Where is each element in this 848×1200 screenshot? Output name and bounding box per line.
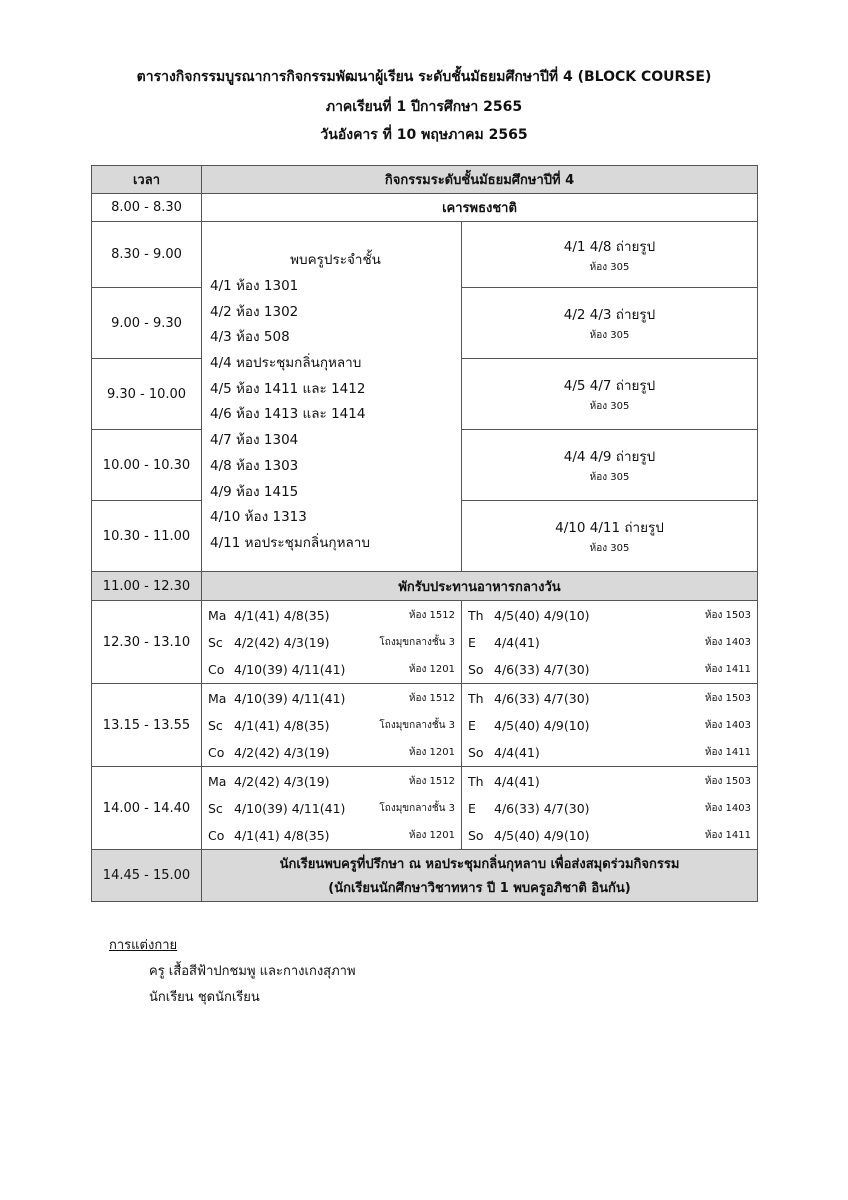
photo-label: 4/4 4/9 ถ่ายรูป	[563, 449, 656, 465]
table-header-row	[92, 166, 758, 194]
subject-code: Co	[208, 744, 225, 760]
photo-time: 9.00 - 9.30	[92, 288, 202, 359]
homeroom-item: 4/8 ห้อง 1303	[210, 457, 299, 474]
subject-room: ห้อง 1403	[704, 636, 751, 648]
photo-time: 9.30 - 10.00	[92, 359, 202, 430]
lunch-time: 11.00 - 12.30	[92, 572, 202, 601]
schedule-table	[91, 165, 758, 902]
subject-groups: 4/10(39) 4/11(41)	[234, 690, 346, 706]
subject-groups: 4/6(33) 4/7(30)	[494, 661, 590, 677]
homeroom-item: 4/1 ห้อง 1301	[210, 278, 299, 294]
subject-code: Sc	[208, 717, 223, 733]
subject-entry	[208, 712, 455, 739]
header-time: เวลา	[92, 166, 202, 194]
subject-room: ห้อง 1512	[408, 609, 455, 621]
subject-room: ห้อง 1411	[704, 829, 751, 841]
subject-entry	[208, 602, 455, 629]
homeroom-item: 4/2 ห้อง 1302	[210, 303, 299, 320]
subject-groups: 4/2(42) 4/3(19)	[234, 744, 330, 760]
photo-label: 4/1 4/8 ถ่ายรูป	[563, 238, 656, 255]
homeroom-item: 4/3 ห้อง 508	[210, 329, 290, 346]
subject-groups: 4/10(39) 4/11(41)	[234, 661, 346, 677]
subject-code: E	[468, 717, 476, 733]
subject-period-row	[92, 601, 758, 684]
subject-room: ห้อง 1512	[408, 775, 455, 787]
subject-code: Co	[208, 827, 225, 843]
subject-groups: 4/1(41) 4/8(35)	[234, 717, 330, 733]
subject-room: ห้อง 1503	[704, 609, 751, 621]
subject-code: Ma	[208, 773, 227, 789]
subject-groups: 4/5(40) 4/9(10)	[494, 827, 590, 843]
subject-entry	[468, 685, 751, 712]
period-time: 14.00 - 14.40	[92, 767, 202, 850]
subject-groups: 4/4(41)	[494, 634, 540, 650]
photo-time: 8.30 - 9.00	[92, 222, 202, 288]
anthem-label: เคารพธงชาติ	[202, 194, 758, 222]
subject-entry	[208, 768, 455, 795]
photo-room: ห้อง 305	[589, 261, 630, 273]
photo-room: ห้อง 305	[589, 401, 630, 412]
subject-groups: 4/5(40) 4/9(10)	[494, 717, 590, 733]
subject-groups: 4/5(40) 4/9(10)	[494, 607, 590, 623]
subject-groups: 4/4(41)	[494, 744, 540, 760]
subject-code: So	[468, 661, 484, 677]
subject-room: ห้อง 1403	[704, 802, 751, 814]
subject-room: ห้อง 1503	[704, 775, 751, 787]
subject-code: So	[468, 827, 484, 843]
period-time: 13.15 - 13.55	[92, 684, 202, 767]
subject-entry	[208, 795, 455, 822]
subject-entry	[468, 822, 751, 849]
homeroom-item: 4/6 ห้อง 1413 และ 1414	[210, 406, 366, 423]
subject-groups: 4/2(42) 4/3(19)	[234, 634, 330, 650]
period-left-cell	[202, 684, 462, 767]
subject-code: Co	[208, 661, 225, 677]
homeroom-item: 4/5 ห้อง 1411 และ 1412	[210, 380, 366, 397]
subject-entry	[468, 795, 751, 822]
subject-groups: 4/6(33) 4/7(30)	[494, 800, 590, 816]
lunch-row	[92, 572, 758, 601]
subject-groups: 4/6(33) 4/7(30)	[494, 690, 590, 706]
homeroom-item: 4/11 หอประชุมกลิ่นกุหลาบ	[210, 534, 370, 551]
period-left-cell	[202, 767, 462, 850]
subject-entry	[208, 685, 455, 712]
period-right-cell	[462, 684, 758, 767]
homeroom-item: 4/9 ห้อง 1415	[210, 483, 299, 500]
subject-groups: 4/2(42) 4/3(19)	[234, 773, 330, 789]
photo-slot	[462, 288, 758, 359]
subject-room: ห้อง 1201	[408, 746, 455, 758]
subject-entry	[208, 656, 455, 683]
subject-room: ห้อง 1201	[408, 829, 455, 841]
subject-groups: 4/10(39) 4/11(41)	[234, 800, 346, 816]
anthem-row	[92, 194, 758, 222]
subject-code: E	[468, 634, 476, 650]
photo-time: 10.30 - 11.00	[92, 501, 202, 572]
subject-entry	[208, 629, 455, 656]
final-line-1: นักเรียนพบครูที่ปรึกษา ณ หอประชุมกลิ่นกุหลาบ เพื่อส่งสมุดร่วมกิจกรรม	[279, 857, 680, 872]
photo-time: 10.00 - 10.30	[92, 430, 202, 501]
subject-entry	[468, 739, 751, 766]
homeroom-item: 4/10 ห้อง 1313	[210, 509, 307, 526]
final-activity	[202, 850, 758, 902]
subject-room: โถงมุขกลางชั้น 3	[379, 636, 455, 648]
subject-code: Ma	[208, 690, 227, 706]
homeroom-cell	[202, 222, 462, 572]
subject-code: Sc	[208, 800, 223, 816]
photo-slot	[462, 501, 758, 572]
heading-line-3: วันอังคาร ที่ 10 พฤษภาคม 2565	[320, 127, 528, 143]
subject-period-row	[92, 767, 758, 850]
homeroom-title: พบครูประจำชั้น	[290, 252, 381, 268]
subject-code: Th	[468, 773, 484, 789]
photo-label: 4/2 4/3 ถ่ายรูป	[563, 307, 656, 323]
lunch-label: พักรับประทานอาหารกลางวัน	[202, 572, 758, 601]
subject-room: ห้อง 1403	[704, 719, 751, 731]
subject-entry	[468, 656, 751, 683]
anthem-time: 8.00 - 8.30	[92, 194, 202, 222]
subject-groups: 4/4(41)	[494, 773, 540, 789]
heading-line-1: ตารางกิจกรรมบูรณาการกิจกรรมพัฒนาผู้เรียน ระดับชั้นมัธยมศึกษาปีที่ 4 (BLOCK COURSE)	[136, 69, 712, 85]
subject-code: Sc	[208, 634, 223, 650]
period-right-cell	[462, 601, 758, 684]
subject-period-row	[92, 684, 758, 767]
photo-label: 4/5 4/7 ถ่ายรูป	[563, 378, 656, 394]
dress-code-title: การแต่งกาย	[109, 938, 178, 953]
dress-code-student: นักเรียน ชุดนักเรียน	[149, 990, 260, 1005]
period-left-cell	[202, 601, 462, 684]
period-time: 12.30 - 13.10	[92, 601, 202, 684]
subject-entry	[468, 768, 751, 795]
photo-label: 4/10 4/11 ถ่ายรูป	[555, 520, 664, 536]
homeroom-item: 4/4 หอประชุมกลิ่นกุหลาบ	[210, 355, 362, 372]
subject-groups: 4/1(41) 4/8(35)	[234, 827, 330, 843]
photo-room: ห้อง 305	[589, 543, 630, 554]
final-time: 14.45 - 15.00	[92, 850, 202, 902]
subject-code: So	[468, 744, 484, 760]
advisor-row	[92, 850, 758, 902]
photo-room: ห้อง 305	[589, 330, 630, 341]
subject-room: โถงมุขกลางชั้น 3	[379, 802, 455, 814]
subject-code: Th	[468, 690, 484, 706]
photo-slot	[462, 359, 758, 430]
heading-line-2: ภาคเรียนที่ 1 ปีการศึกษา 2565	[325, 99, 523, 115]
subject-entry	[208, 822, 455, 849]
subject-entry	[208, 739, 455, 766]
subject-groups: 4/1(41) 4/8(35)	[234, 607, 330, 623]
subject-room: ห้อง 1411	[704, 746, 751, 758]
photo-row	[92, 222, 758, 288]
subject-entry	[468, 629, 751, 656]
subject-entry	[468, 602, 751, 629]
subject-room: ห้อง 1201	[408, 663, 455, 675]
subject-room: ห้อง 1411	[704, 663, 751, 675]
subject-room: โถงมุขกลางชั้น 3	[379, 719, 455, 731]
header-activity: กิจกรรมระดับชั้นมัธยมศึกษาปีที่ 4	[202, 166, 758, 194]
final-line-2: (นักเรียนนักศึกษาวิชาทหาร ปี 1 พบครูอภิชาติ อินกัน)	[328, 881, 631, 896]
photo-slot	[462, 430, 758, 501]
dress-code-teacher: ครู เสื้อสีฟ้าปกชมพู และกางเกงสุภาพ	[149, 964, 356, 979]
subject-code: Th	[468, 607, 484, 623]
subject-code: Ma	[208, 607, 227, 623]
photo-room: ห้อง 305	[589, 472, 630, 483]
subject-room: ห้อง 1512	[408, 692, 455, 704]
photo-slot	[462, 222, 758, 288]
period-right-cell	[462, 767, 758, 850]
subject-entry	[468, 712, 751, 739]
subject-code: E	[468, 800, 476, 816]
subject-room: ห้อง 1503	[704, 692, 751, 704]
homeroom-item: 4/7 ห้อง 1304	[210, 432, 299, 449]
